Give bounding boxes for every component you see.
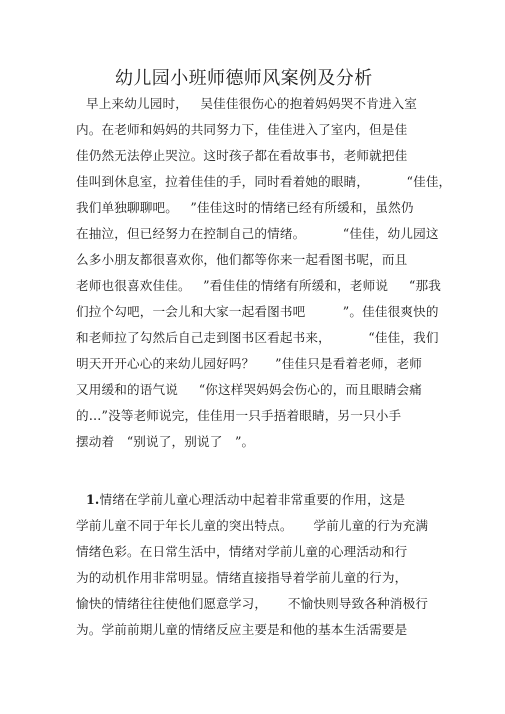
list-number: 1.	[86, 492, 100, 507]
paragraph-line: 摆动着 “别说了，别说了 ”。	[76, 434, 255, 449]
document-title: 幼儿园小班师德师风案例及分析	[115, 68, 373, 89]
paragraph-line: 愉快的情绪往往使他们愿意学习， 不愉快则导致各种消极行	[76, 596, 429, 611]
paragraph-line	[86, 492, 405, 508]
paragraph-line: 我们单独聊聊吧。 ”佳佳这时的情绪已经有所缓和，虽然仍	[76, 200, 414, 215]
paragraph-line: 为。学前前期儿童的情绪反应主要是和他的基本生活需要是	[76, 622, 408, 637]
paragraph-line: 为的动机作用非常明显。情绪直接指导着学前儿童的行为，	[76, 570, 408, 585]
paragraph-line: 的…”没等老师说完，佳佳用一只手捂着眼睛，另一只小手	[76, 408, 402, 423]
paragraph-line: 情绪色彩。在日常生活中，情绪对学前儿童的心理活动和行	[76, 544, 408, 559]
paragraph-line: 和老师拉了勾然后自己走到图书区看起书来， “佳佳，我们	[76, 330, 439, 345]
paragraph-line: 佳仍然无法停止哭泣。这时孩子都在看故事书，老师就把佳	[76, 148, 408, 163]
paragraph-line: 学前儿童不同于年长儿童的突出特点。 学前儿童的行为充满	[76, 518, 429, 533]
paragraph-line: 老师也很喜欢佳佳。 ”看佳佳的情绪有所缓和，老师说 “那我	[76, 278, 441, 293]
paragraph-line: 么多小朋友都很喜欢你，他们都等你来一起看图书呢，而且	[76, 252, 408, 267]
paragraph-line: 早上来幼儿园时， 吴佳佳很伤心的抱着妈妈哭不肯进入室	[86, 96, 418, 111]
paragraph-line: 内。在老师和妈妈的共同努力下，佳佳进入了室内，但是佳	[76, 122, 408, 137]
paragraph-line: 佳叫到休息室，拉着佳佳的手，同时看着她的眼睛， “佳佳，	[76, 174, 452, 189]
paragraph-line: 在抽泣，但已经努力在控制自己的情绪。 “佳佳，幼儿园这	[76, 226, 439, 241]
paragraph-line: 们拉个勾吧，一会儿和大家一起看图书吧 ”。佳佳很爽快的	[76, 304, 439, 319]
paragraph-line: 又用缓和的语气说 “你这样哭妈妈会伤心的，而且眼睛会痛	[76, 382, 422, 397]
paragraph-text: 情绪在学前儿童心理活动中起着非常重要的作用，这是	[99, 492, 406, 507]
paragraph-line: 明天开开心心的来幼儿园好吗？ ”佳佳只是看着老师，老师	[76, 356, 422, 371]
